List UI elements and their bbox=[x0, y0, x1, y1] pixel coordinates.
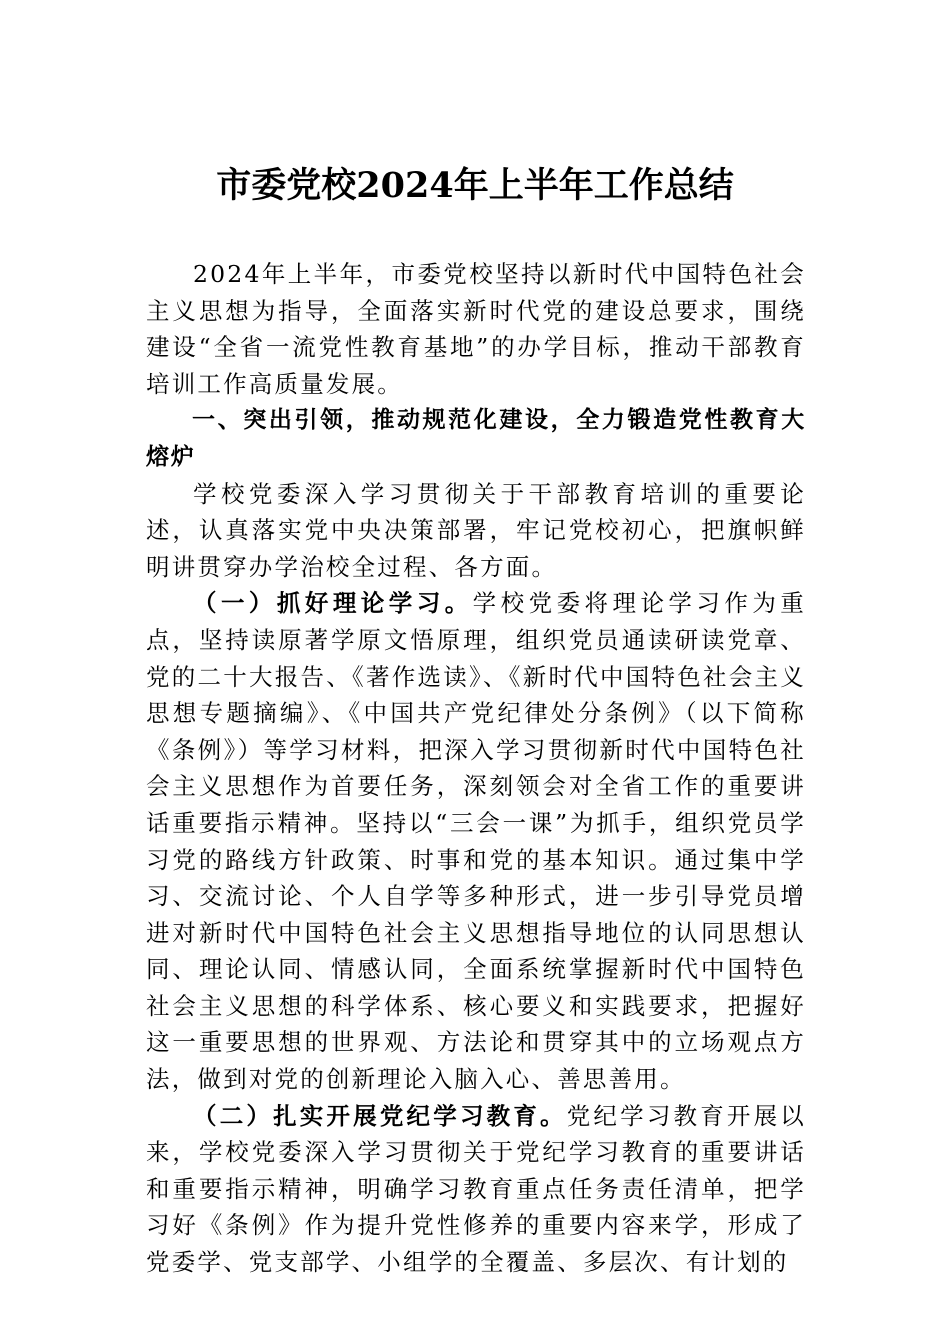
paragraph-text: 学校党委将理论学习作为重点，坚持读原著学原文悟原理，组织党员通读研读党章、党的二十大报告、《著作选读》、《新时代中国特色社会主义思想专题摘编》、《中国共产党纪律处分条例》（以下简称《条例》）等学习材料，把深入学习贯彻新时代中国特色社会主义思想作为首要任务，深刻领会对全省工作的重要讲话重要指示精神。坚持以“三会一课”为抓手，组织党员学习党的路线方针政策、时事和党的基本知识。通过集中学习、交流讨论、个人自学等多种形式，进一步引导党员增进对新时代中国特色社会主义思想指导地位的认同思想认同、理论认同、情感认同，全面系统掌握新时代中国特色社会主义思想的科学体系、核心要义和实践要求，把握好这一重要思想的世界观、方法论和贯穿其中的立场观点方法，做到对党的创新理论入脑入心、善思善用。 bbox=[146, 589, 807, 1094]
subsection-lead: （一）抓好理论学习。 bbox=[193, 589, 473, 618]
paragraph-text: 2024年上半年，市委党校坚持以新时代中国特色社会主义思想为指导，全面落实新时代党的建设总要求，围绕建设“全省一流党性教育基地”的办学目标，推动干部教育培训工作高质量发展。 bbox=[146, 260, 806, 398]
intro-paragraph bbox=[146, 256, 806, 402]
subsection-lead: （二）扎实开展党纪学习教育。 bbox=[193, 1101, 567, 1130]
document-title: 市委党校2024年上半年工作总结 bbox=[216, 165, 734, 206]
subsection-1-paragraph bbox=[146, 585, 806, 1097]
paragraph-text: 党纪学习教育开展以来，学校党委深入学习贯彻关于党纪学习教育的重要讲话和重要指示精神，明确学习教育重点任务责任清单，把学习好《条例》作为提升党性修养的重要内容来学，形成了党委学、党支部学、小组学的全覆盖、多层次、有计划的 bbox=[146, 1101, 806, 1277]
heading-text: 一、突出引领，推动规范化建设，全力锻造党性教育大熔炉 bbox=[146, 407, 806, 470]
section-heading-1 bbox=[146, 402, 806, 475]
paragraph-text: 学校党委深入学习贯彻关于干部教育培训的重要论述，认真落实党中央决策部署，牢记党校初心，把旗帜鲜明讲贯穿办学治校全过程、各方面。 bbox=[146, 479, 806, 581]
subsection-2-paragraph bbox=[146, 1098, 806, 1281]
section-1-intro-paragraph bbox=[146, 476, 806, 586]
document-body bbox=[146, 256, 806, 1281]
